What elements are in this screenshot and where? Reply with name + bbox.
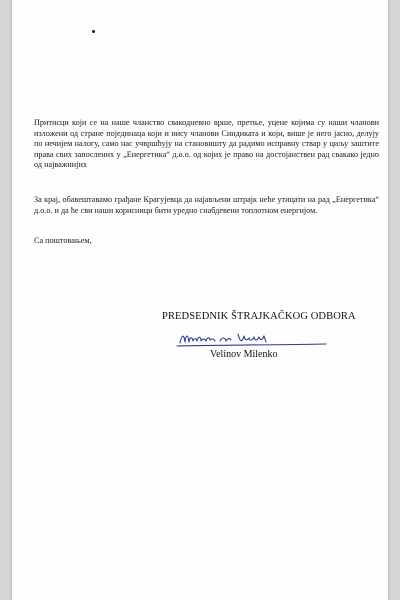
closing-salutation: Са поштовањем, — [34, 236, 92, 245]
document-page — [12, 0, 388, 600]
paragraph-strike-notice: За крај, обавештавамо грађане Крагујевца да најављени штрајк неће утицати на рад „Енергетика“ д.о.о. и да ће сви наши корисници бити уредно снабдевени топлотном енергијом. — [34, 195, 379, 215]
handwritten-signature — [176, 328, 336, 350]
paragraph-pressures: Притисци који се на наше чланство свакодневно врше, претње, уцене којима су наши чланови изложени од стране појединаца који и нису чланови Синдиката и који, више је него јасно, делују по нечијем налогу, само нас учвршћују на становишту да радимо исправну ствар у циљу заштите права свих запослених у „Енергетика“ д.о.о. од којих је право на достојанствен рад свакако једно од најважнијих — [34, 118, 379, 170]
scan-speck — [92, 30, 95, 33]
signatory-name: Velinov Milenko — [210, 349, 278, 360]
signatory-title: PREDSEDNIK ŠTRAJKAČKOG ODBORA — [162, 311, 356, 322]
